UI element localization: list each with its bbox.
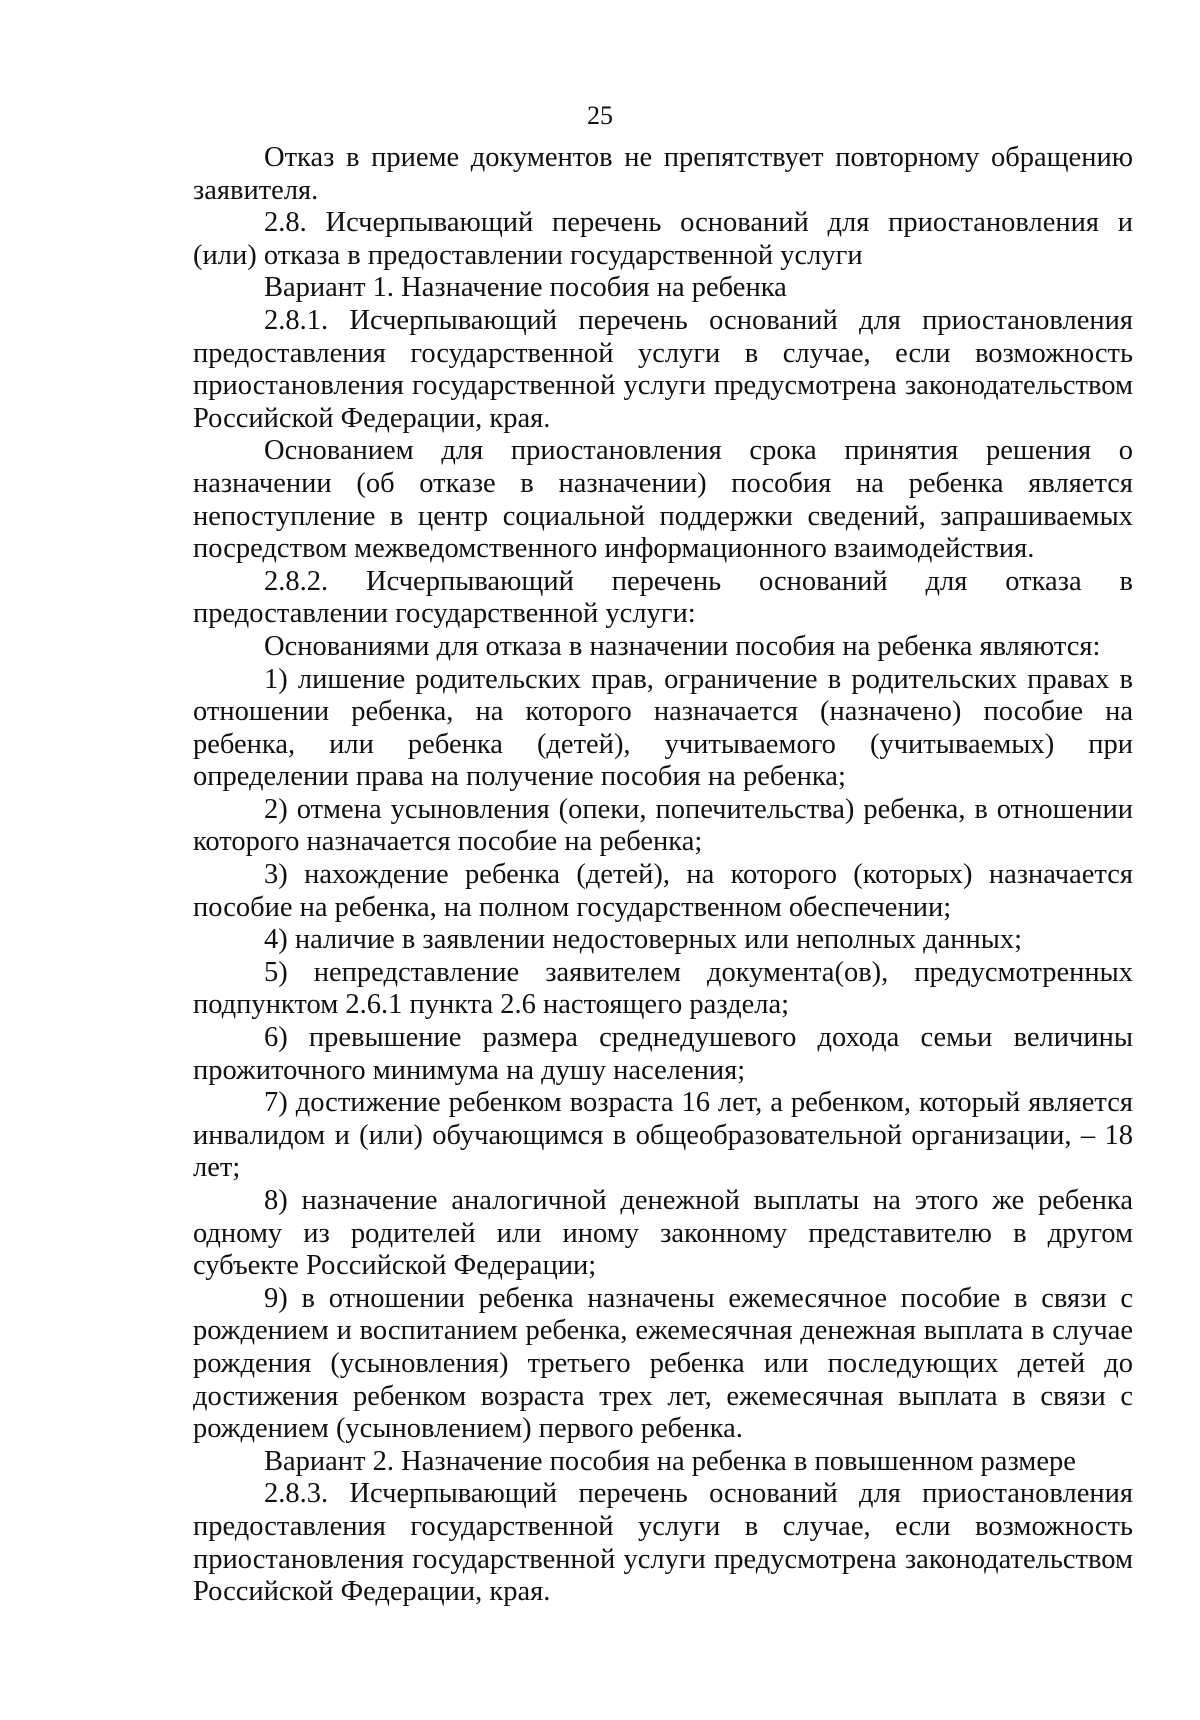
list-item-2: 2) отмена усыновления (опеки, попечительства) ребенка, в отношении которого назначается пособие на ребенка; (193, 793, 1133, 858)
variant-2-heading: Вариант 2. Назначение пособия на ребенка в повышенном размере (264, 1445, 1076, 1477)
list-item-9: 9) в отношении ребенка назначены ежемесячное пособие в связи с рождением и воспитанием ребенка, ежемесячная денежная выплата в случае рождения (усыновления) третьего ребенка или последующих детей до достижения ребенком возраста трех лет, ежемесячная выплата в связи с рождением (усыновлением) первого ребенка. (193, 1282, 1133, 1445)
list-item-4: 4) наличие в заявлении недостоверных или неполных данных; (264, 924, 1023, 956)
paragraph-suspension-basis: Основанием для приостановления срока принятия решения о назначении (об отказе в назначении) пособия на ребенка является непоступление в центр социальной поддержки сведений, запрашиваемых посредством межведомственного информационного взаимодействия. (193, 435, 1133, 565)
list-item-6: 6) превышение размера среднедушевого дохода семьи величины прожиточного минимума на душу населения; (193, 1022, 1133, 1086)
list-item-1: 1) лишение родительских прав, ограничение в родительских правах в отношении ребенка, на которого назначается (назначено) пособие на ребенка, или ребенка (детей), учитываемого (учитываемых) при определении права на получение пособия на ребенка; (193, 663, 1133, 793)
page-number: 25 (587, 101, 613, 130)
section-heading-2-8: 2.8. Исчерпывающий перечень оснований для приостановления и (или) отказа в предоставлении государственной услуги (193, 207, 1133, 271)
list-item-8: 8) назначение аналогичной денежной выплаты на этого же ребенка одному из родителей или иному законному представителю в другом субъекте Российской Федерации; (193, 1185, 1133, 1282)
paragraph-refusal-note: Отказ в приеме документов не препятствует повторному обращению заявителя. (193, 142, 1133, 206)
paragraph-refusal-grounds-intro: Основаниями для отказа в назначении пособия на ребенка являются: (264, 630, 1101, 662)
variant-1-heading: Вариант 1. Назначение пособия на ребенка (264, 272, 787, 304)
paragraph-2-8-1: 2.8.1. Исчерпывающий перечень оснований для приостановления предоставления государственной услуги в случае, если возможность приостановления государственной услуги предусмотрена законодательством Российской Федерации, края. (193, 304, 1133, 434)
paragraph-2-8-2: 2.8.2. Исчерпывающий перечень оснований для отказа в предоставлении государственной услуги: (193, 565, 1133, 630)
list-item-5: 5) непредставление заявителем документа(ов), предусмотренных подпунктом 2.6.1 пункта 2.6 настоящего раздела; (193, 956, 1133, 1021)
list-item-3: 3) нахождение ребенка (детей), на которого (которых) назначается пособие на ребенка, на полном государственном обеспечении; (193, 859, 1133, 923)
paragraph-2-8-3: 2.8.3. Исчерпывающий перечень оснований для приостановления предоставления государственной услуги в случае, если возможность приостановления государственной услуги предусмотрена законодательством Российской Федерации, края. (193, 1478, 1133, 1608)
document-body (193, 142, 1133, 1609)
list-item-7: 7) достижение ребенком возраста 16 лет, а ребенком, который является инвалидом и (или) обучающимся в общеобразовательной организации, – 18 лет; (193, 1087, 1133, 1184)
